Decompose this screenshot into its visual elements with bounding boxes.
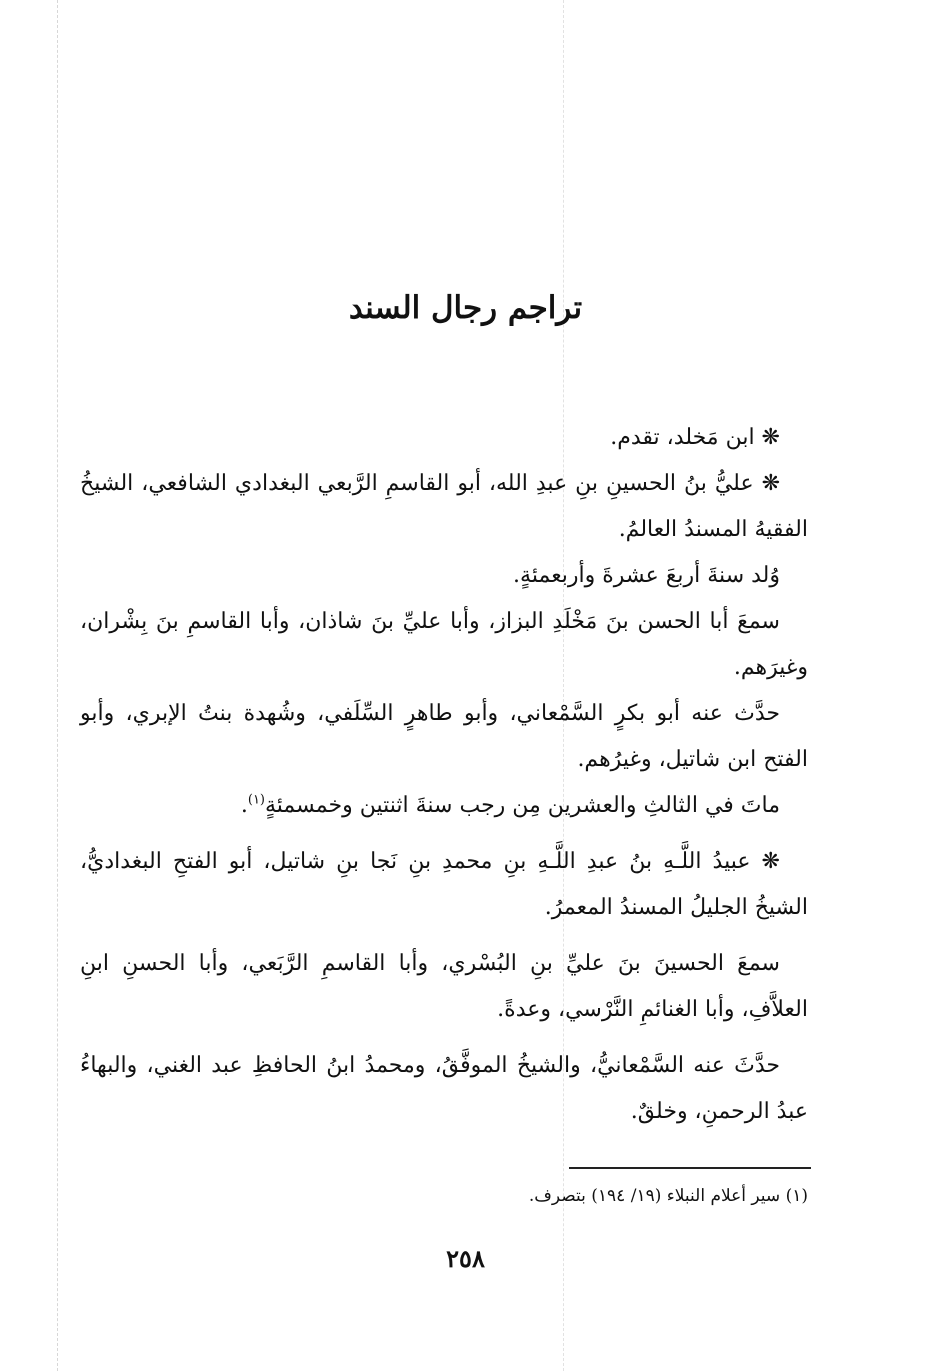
paragraph-death: ماتَ في الثالثِ والعشرين مِن رجب سنةَ اثنتين وخمسمئةٍ$^{(١)}$. (240, 792, 780, 818)
paragraph-heard-from: سمعَ أبا الحسن بنَ مَخْلَدِ البزاز، وأبا عليِّ بنَ شاذان، وأبا القاسمِ بنَ بِشْران، وغيرَهم. (80, 609, 808, 680)
paragraph-death-text: ماتَ في الثالثِ والعشرين مِن رجب سنةَ اثنتين وخمسمئةٍ (265, 793, 780, 818)
paragraph-ubaidullah-heard-from: سمعَ الحسينَ بنَ عليِّ بنِ البُسْري، وأبا القاسمِ الرَّبَعي، وأبا الحسنِ ابنِ العلاَّفِ، وأبا الغنائمِ النَّرْسي، وعدةً. (80, 951, 808, 1022)
paragraph-ibn-makhlad: ❋ ابن مَخلد، تقدم. (610, 425, 780, 450)
footnote-separator (569, 1167, 811, 1169)
body-text (80, 415, 808, 1135)
footnote: (١) سير أعلام النبلاء (١٩/ ١٩٤) بتصرف. (528, 1186, 808, 1206)
page-number: ٢٥٨ (446, 1244, 485, 1273)
paragraph-ali-bin-al-husain: ❋ عليُّ بنُ الحسينِ بنِ عبدِ الله، أبو القاسمِ الرَّبعي البغدادي الشافعي، الشيخُ الفقيهُ المسندُ العالمُ. (80, 471, 808, 542)
paragraph-birth: وُلد سنةَ أربعَ عشرةَ وأربعمئةٍ. (513, 563, 780, 588)
page-title: تراجم رجال السند (348, 290, 583, 326)
paragraph-narrated-by: حدَّث عنه أبو بكرٍ السَّمْعاني، وأبو طاهرٍ السِّلَفي، وشُهدة بنتُ الإبري، وأبو الفتح ابن شاتيل، وغيرُهم. (80, 701, 808, 772)
footnote-reference: (١) (247, 792, 265, 808)
scan-artifact-line (57, 0, 58, 1371)
paragraph-ubaidullah-narrated-by: حدَّثَ عنه السَّمْعانيُّ، والشيخُ الموفَّقُ، ومحمدُ ابنُ الحافظِ عبد الغني، والبهاءُ عبدُ الرحمنِ، وخلقٌ. (80, 1053, 808, 1124)
paragraph-ubaidullah: ❋ عبيدُ اللَّـهِ بنُ عبدِ اللَّـهِ بنِ محمدِ بنِ نَجا بنِ شاتيل، أبو الفتحِ البغداديُّ، الشيخُ الجليلُ المسندُ المعمرُ. (80, 849, 808, 920)
